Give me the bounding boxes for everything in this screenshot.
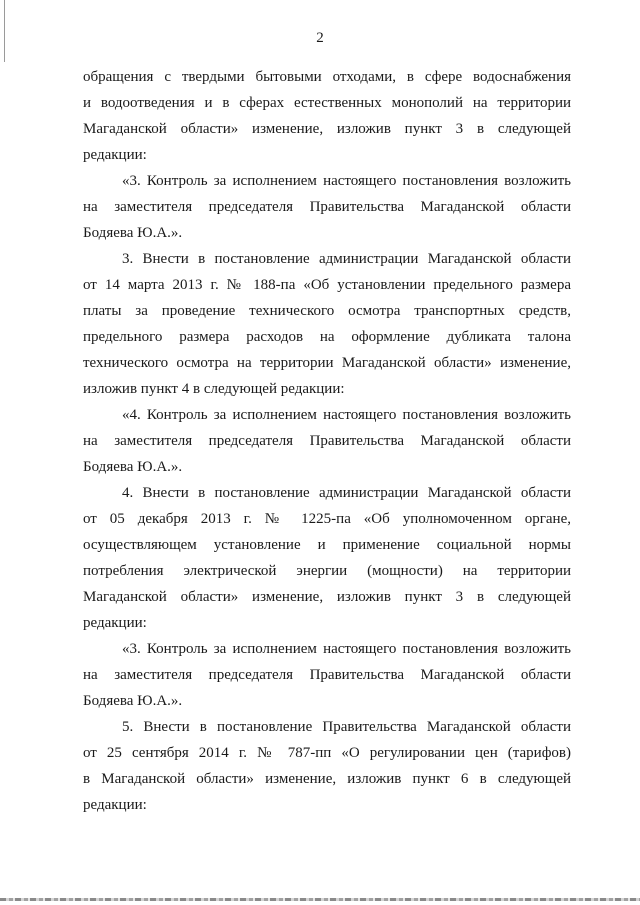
- paragraph: [83, 636, 571, 714]
- text-line: Магаданской области» изменение, изложив пункт 3 в следующей: [83, 589, 571, 605]
- text-line: потребления электрической энергии (мощности) на территории: [83, 563, 571, 579]
- text-line: редакции:: [83, 797, 147, 813]
- text-line: на заместителя председателя Правительства Магаданской области: [83, 433, 571, 449]
- text-line: в Магаданской области» изменение, изложив пункт 6 в следующей: [83, 771, 571, 787]
- text-line: технического осмотра на территории Магаданской области» изменение,: [83, 355, 571, 371]
- text-line: Бодяева Ю.А.».: [83, 459, 183, 475]
- text-line: «4. Контроль за исполнением настоящего постановления возложить: [122, 407, 571, 423]
- paragraph: [83, 714, 571, 818]
- paragraph: [83, 246, 571, 402]
- text-line: осуществляющем установление и применение социальной нормы: [83, 537, 571, 553]
- text-line: на заместителя председателя Правительства Магаданской области: [83, 199, 571, 215]
- text-line: и водоотведения и в сферах естественных монополий на территории: [83, 95, 571, 111]
- text-line: 4. Внести в постановление администрации Магаданской области: [122, 485, 571, 501]
- text-line: Бодяева Ю.А.».: [83, 693, 183, 709]
- paragraph: [83, 480, 571, 636]
- document-body: [83, 64, 571, 818]
- text-line: «3. Контроль за исполнением настоящего постановления возложить: [122, 641, 571, 657]
- text-line: платы за проведение технического осмотра транспортных средств,: [83, 303, 571, 319]
- paragraph: [83, 402, 571, 480]
- page-number: 2: [316, 30, 324, 46]
- text-line: 3. Внести в постановление администрации Магаданской области: [122, 251, 571, 267]
- text-line: от 14 марта 2013 г. № 188-па «Об установлении предельного размера: [83, 277, 571, 293]
- scan-bottom-edge: [0, 898, 640, 901]
- text-line: редакции:: [83, 615, 147, 631]
- text-line: предельного размера расходов на оформление дубликата талона: [83, 329, 571, 345]
- text-line: редакции:: [83, 147, 147, 163]
- text-line: от 25 сентября 2014 г. № 787-пп «О регулировании цен (тарифов): [83, 745, 571, 761]
- text-line: Бодяева Ю.А.».: [83, 225, 183, 241]
- text-line: изложив пункт 4 в следующей редакции:: [83, 381, 345, 397]
- paragraph: [83, 168, 571, 246]
- text-line: обращения с твердыми бытовыми отходами, в сфере водоснабжения: [83, 69, 571, 85]
- text-line: на заместителя председателя Правительства Магаданской области: [83, 667, 571, 683]
- paragraph: [83, 64, 571, 168]
- text-line: Магаданской области» изменение, изложив пункт 3 в следующей: [83, 121, 571, 137]
- text-line: «3. Контроль за исполнением настоящего постановления возложить: [122, 173, 571, 189]
- text-line: от 05 декабря 2013 г. № 1225-па «Об уполномоченном органе,: [83, 511, 571, 527]
- text-line: 5. Внести в постановление Правительства Магаданской области: [122, 719, 571, 735]
